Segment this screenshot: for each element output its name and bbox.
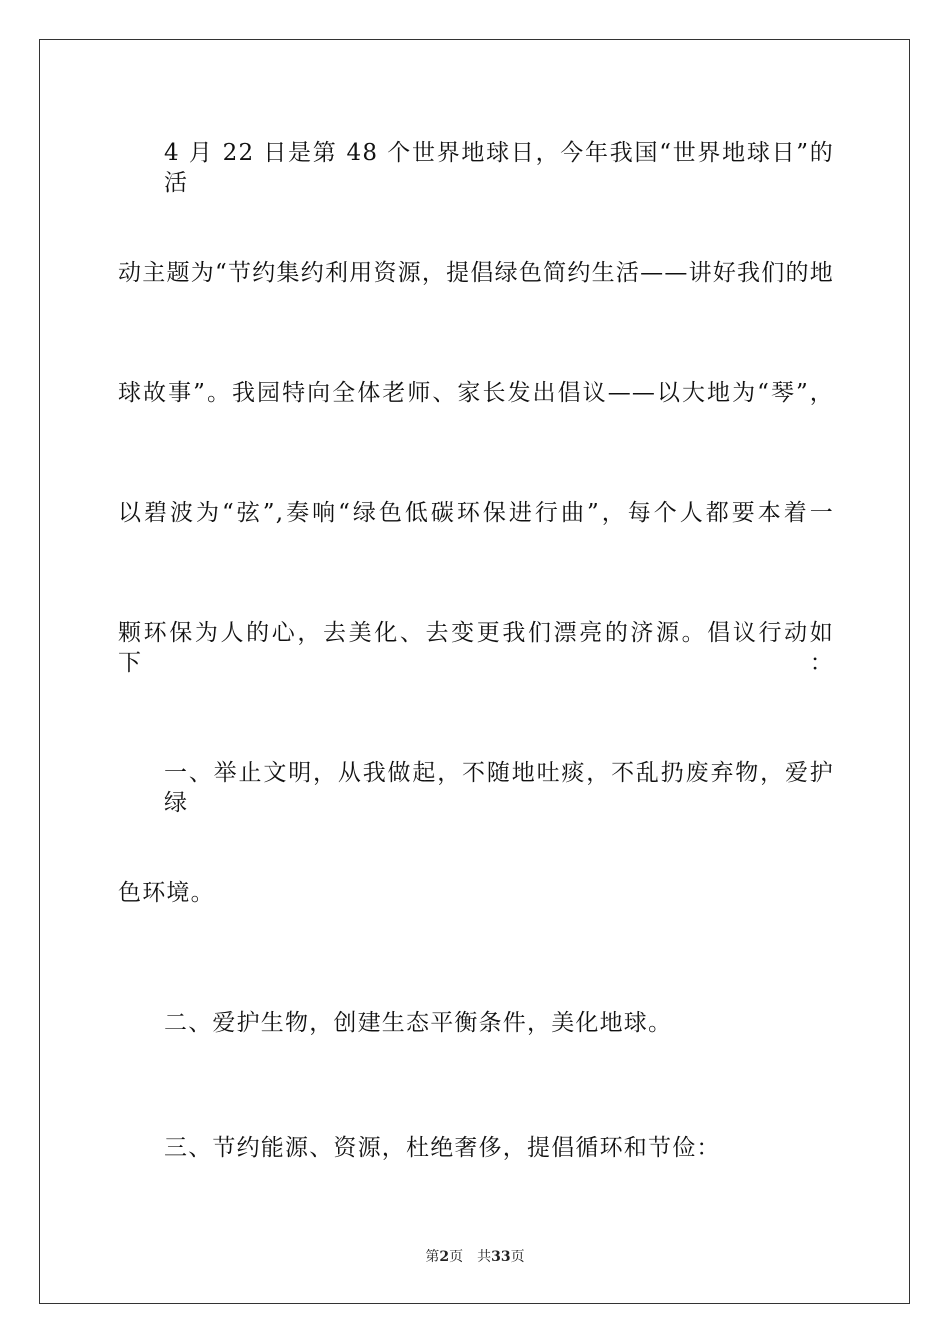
paragraph-2-line-1: 一、举止文明，从我做起，不随地吐痰，不乱扔废弃物，爱护绿	[164, 760, 834, 816]
paragraph-1-line-1: 4 月 22 日是第 48 个世界地球日，今年我国“世界地球日”的活	[164, 140, 834, 196]
paragraph-1-line-5: 颗环保为人的心，去美化、去变更我们漂亮的济源。倡议行动如下：	[118, 620, 834, 676]
paragraph-1-line-3: 球故事”。我园特向全体老师、家长发出倡议——以大地为“琴”，	[118, 380, 834, 406]
paragraph-1-line-4: 以碧波为“弦”,奏响“绿色低碳环保进行曲”，每个人都要本着一	[118, 500, 834, 526]
page-number: 2	[439, 1249, 450, 1265]
total-suffix: 页	[510, 1249, 525, 1265]
paragraph-2-line-2: 色环境。	[118, 880, 215, 906]
paragraph-3-line-1: 二、爱护生物，创建生态平衡条件，美化地球。	[164, 1010, 673, 1036]
page-prefix: 第	[425, 1249, 440, 1265]
page-footer	[0, 1247, 950, 1267]
total-prefix: 共	[477, 1249, 492, 1265]
paragraph-1-line-2: 动主题为“节约集约利用资源，提倡绿色简约生活——讲好我们的地	[118, 260, 834, 286]
total-pages: 33	[491, 1249, 511, 1265]
paragraph-4-line-1: 三、节约能源、资源，杜绝奢侈，提倡循环和节俭：	[164, 1135, 721, 1161]
page-suffix: 页	[449, 1249, 464, 1265]
